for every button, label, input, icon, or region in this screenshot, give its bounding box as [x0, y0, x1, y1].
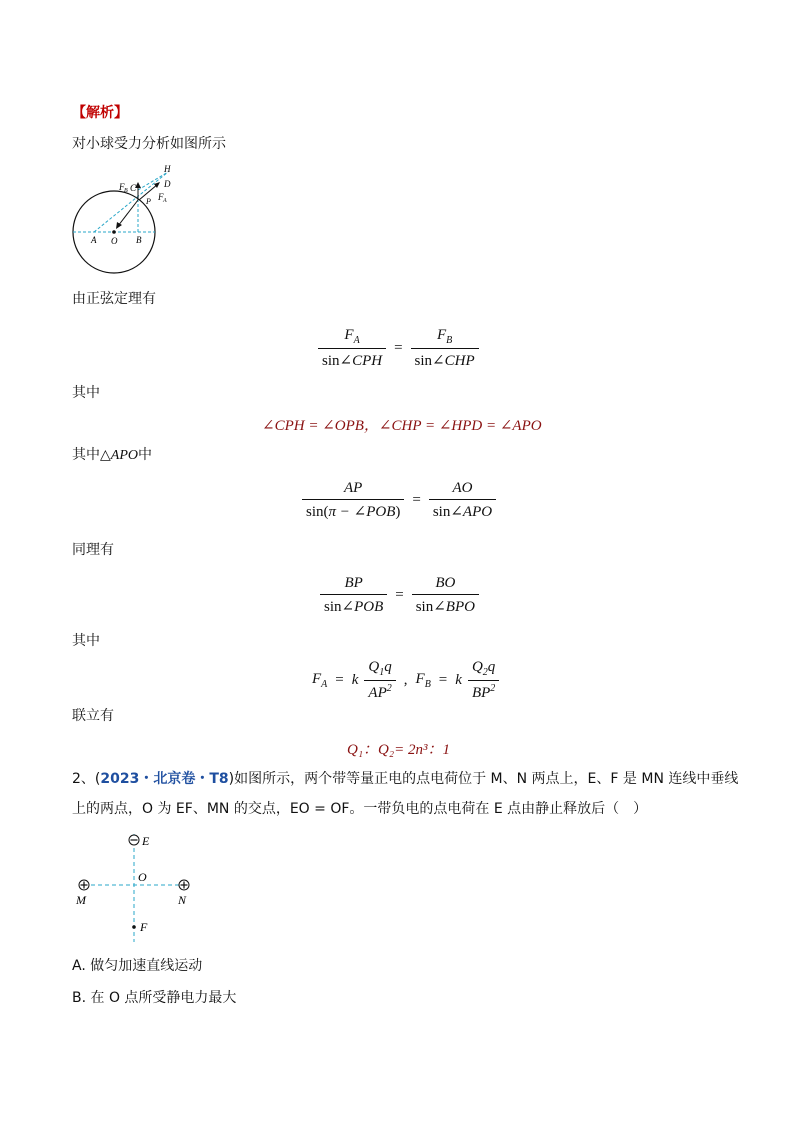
paragraph-where-2: 其中	[72, 633, 100, 649]
label-A: A	[91, 235, 97, 245]
label-M: M	[76, 893, 86, 907]
label-C: C	[130, 183, 137, 193]
label-H: H	[164, 164, 171, 174]
label-FB-sub: B	[124, 188, 128, 194]
equation-coulomb: $F_A$ = k $\frac{Q_1q}{AP^2}$ , $F_B$ = k $\frac{Q_2q}{BP^2}$	[312, 659, 499, 702]
label-D: D	[164, 179, 171, 189]
line-A-H	[94, 172, 168, 232]
label-P: P	[146, 197, 151, 206]
question-2-line-1: 2、(2023・北京卷・T8)如图所示，两个带等量正电的点电荷位于 M、N 两点上，E、F 是 MN 连线中垂线	[72, 771, 739, 787]
question-number: 2、(	[72, 771, 101, 787]
equation-angles: ∠CPH = ∠OPB，∠CHP = ∠HPD = ∠APO	[262, 418, 542, 434]
label-FA: F	[158, 192, 164, 202]
charges-figure	[70, 826, 200, 946]
force-diagram-figure	[66, 160, 196, 276]
point-F-dot	[132, 925, 136, 929]
paragraph-triangle-apo: 其中△APO中	[72, 447, 152, 463]
center-O-dot	[112, 230, 116, 234]
equation-result: Q₁：Q₂= 2n³：1	[347, 742, 450, 758]
label-B: B	[136, 235, 142, 245]
paragraph-sine-law: 由正弦定理有	[72, 291, 156, 307]
paragraph-combine: 联立有	[72, 708, 114, 724]
paragraph-similarly: 同理有	[72, 542, 114, 558]
label-O: O	[111, 236, 118, 246]
arrowhead-PO	[116, 222, 122, 229]
equation-sine-law: $\frac{F_A}{\text{sin∠CPH}}$ = $\frac{F_B}{\text{sin∠CHP}}$	[318, 327, 479, 370]
label-O: O	[138, 870, 147, 884]
label-F: F	[140, 920, 148, 934]
analysis-header: 【解析】	[72, 105, 128, 121]
equation-triangle-apo: $\frac{AP}{\text{sin(π − ∠POB)}}$ = $\frac{AO}{\text{sin∠APO}}$	[302, 480, 496, 521]
label-FB: F	[119, 182, 125, 192]
label-N: N	[178, 893, 187, 907]
line-P-O	[118, 200, 138, 226]
label-E: E	[142, 834, 150, 848]
question-source: 2023・北京卷・T8	[100, 771, 229, 787]
paragraph-where-1: 其中	[72, 385, 100, 401]
equation-triangle-bpo: $\frac{BP}{\text{sin∠POB}}$ = $\frac{BO}{\text{sin∠BPO}}$	[320, 575, 479, 616]
question-2-line-2: 上的两点，O 为 EF、MN 的交点，EO = OF。一带负电的点电荷在 E 点由静止释放后（ ）	[72, 801, 648, 817]
option-a[interactable]: A. 做匀加速直线运动	[72, 958, 203, 974]
label-FA-sub: A	[163, 198, 167, 204]
option-b[interactable]: B. 在 O 点所受静电力最大	[72, 990, 237, 1006]
paragraph-force-analysis: 对小球受力分析如图所示	[72, 136, 226, 152]
